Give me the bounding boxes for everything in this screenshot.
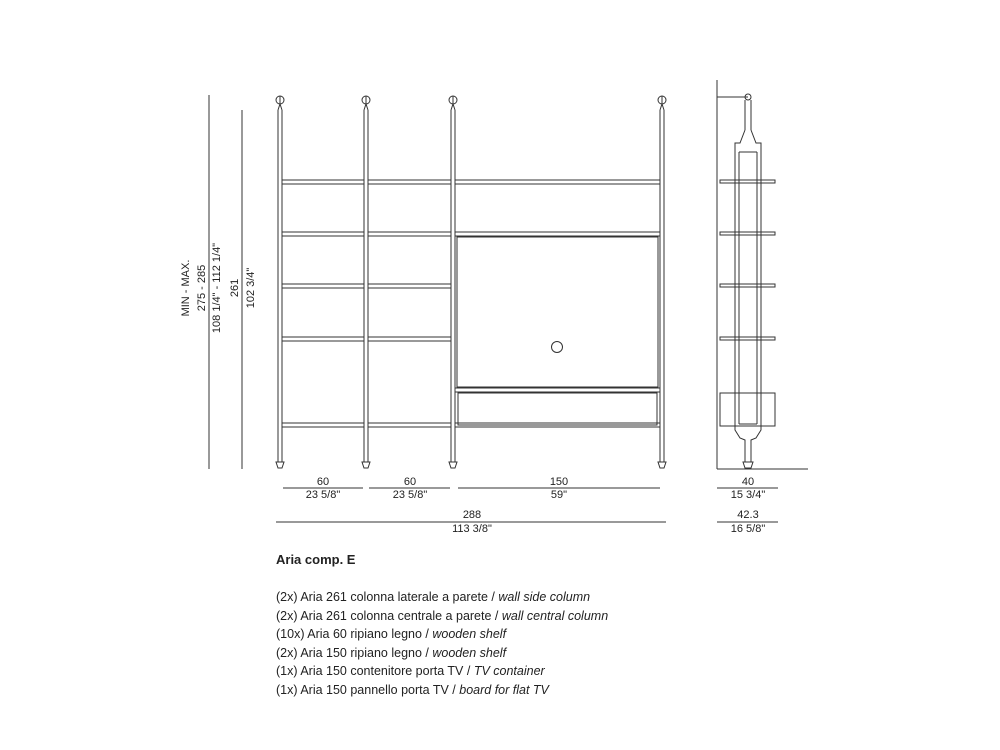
- total-width-in-label: 113 3/8": [452, 523, 492, 535]
- range-cm-label: 275 - 285: [196, 264, 208, 312]
- side-view: [717, 80, 808, 522]
- wooden-shelf-150: [455, 232, 660, 236]
- height-in-label: 102 3/4": [245, 267, 257, 309]
- bay-1-cm-label: 60: [316, 476, 330, 488]
- tv-board: [457, 237, 658, 387]
- shelves-bay-2: [368, 180, 451, 427]
- list-item: (10x) Aria 60 ripiano legno / wooden shelf: [276, 627, 507, 642]
- depth-cm-label: 40: [741, 476, 755, 488]
- composition-title: Aria comp. E: [276, 552, 356, 567]
- tv-container: [458, 393, 657, 425]
- column-2: [362, 96, 370, 468]
- bay-2-cm-label: 60: [403, 476, 417, 488]
- total-width-cm-label: 288: [462, 509, 482, 521]
- height-cm-label: 261: [229, 278, 241, 298]
- range-in-label: 108 1/4" - 112 1/4": [211, 242, 223, 334]
- bay-3-cm-label: 150: [549, 476, 569, 488]
- total-depth-cm-label: 42.3: [737, 509, 759, 521]
- list-item: (1x) Aria 150 pannello porta TV / board for flat TV: [276, 682, 549, 697]
- list-item: (1x) Aria 150 contenitore porta TV / TV container: [276, 664, 545, 679]
- bay-2-in-label: 23 5/8": [392, 489, 428, 501]
- bay-3: [455, 180, 660, 427]
- shelves-bay-1: [282, 180, 364, 427]
- column-4: [658, 96, 666, 468]
- min-max-label: MIN - MAX.: [180, 259, 192, 317]
- column-3: [449, 96, 457, 468]
- list-item: (2x) Aria 261 colonna centrale a parete / wall central column: [276, 608, 609, 623]
- total-depth-in-label: 16 5/8": [730, 523, 766, 535]
- list-item: (2x) Aria 150 ripiano legno / wooden shelf: [276, 645, 507, 660]
- list-item: (2x) Aria 261 colonna laterale a parete / wall side column: [276, 590, 591, 604]
- parts-list: [276, 588, 608, 700]
- side-tv-container: [720, 393, 775, 426]
- tv-cable-hole: [552, 342, 563, 353]
- depth-in-label: 15 3/4": [730, 489, 766, 501]
- column-1: [276, 96, 284, 468]
- bay-3-in-label: 59": [550, 489, 568, 501]
- bay-1-in-label: 23 5/8": [305, 489, 341, 501]
- wooden-shelf-150-top: [455, 180, 660, 184]
